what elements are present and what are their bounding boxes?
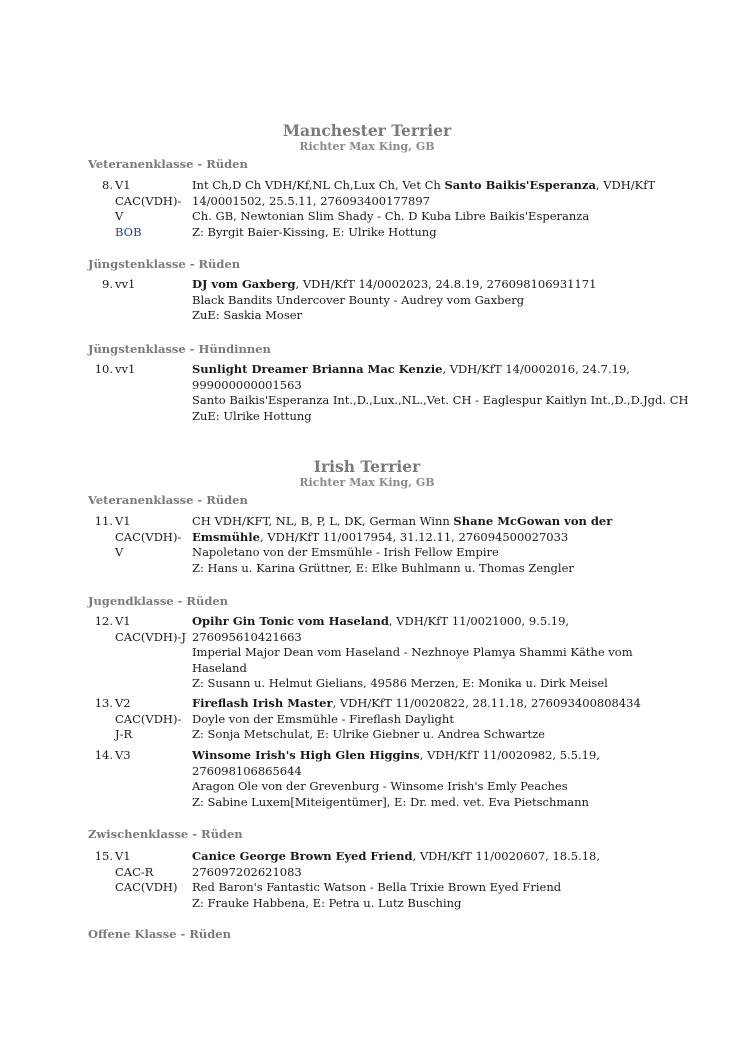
registration-line: 276098106865644: [192, 763, 302, 778]
grade-column: [115, 748, 189, 764]
registration-line: 276095610421663: [192, 629, 302, 644]
pedigree-line: Santo Baikis'Esperanza Int.,D.,Lux.,NL.,Vet. CH - Eaglespur Kaitlyn Int.,D.,D.Jgd. CH: [192, 393, 689, 407]
breeder-owner-line: Z: Frauke Habbena, E: Petra u. Lutz Busching: [192, 895, 462, 910]
registration-line: 276097202621083: [192, 864, 302, 879]
pedigree-line: Haseland: [192, 660, 247, 675]
pedigree-line: Ch. GB, Newtonian Slim Shady - Ch. D Kuba Libre Baikis'Esperanza: [192, 209, 590, 223]
entry-number: 13.: [94, 696, 113, 710]
entry-line: [192, 614, 662, 630]
registration: , VDH/KfT 14/0002016, 24.7.19,: [442, 362, 630, 376]
breeder-owner-line: ZuE: Saskia Moser: [192, 308, 303, 322]
entry-number: 15.: [94, 849, 113, 863]
entry-details: [192, 178, 662, 240]
grade-column: [115, 277, 189, 293]
breed-title: Irish Terrier: [313, 457, 421, 476]
class-heading: Zwischenklasse - Rüden: [88, 827, 243, 841]
pedigree-line: Imperial Major Dean vom Haseland - Nezhnoye Plamya Shammi Käthe vom: [192, 645, 633, 659]
entry-number: 14.: [94, 748, 113, 762]
entry-details: [192, 362, 689, 424]
entry-number: 9.: [102, 277, 113, 291]
judge-line: Richter Max King, GB: [299, 476, 435, 489]
entry-line: [192, 362, 662, 378]
grade: CAC(VDH)-: [115, 193, 182, 208]
entry-number: 11.: [94, 514, 113, 528]
breed-heading-manchester: [0, 122, 734, 154]
titles: CH VDH/KFT, NL, B, P, L, DK, German Winn: [192, 514, 454, 528]
grade: CAC(VDH)-J: [115, 629, 186, 644]
breeder-owner-line: Z: Sonja Metschulat, E: Ulrike Giebner u. Andrea Schwartze: [192, 727, 545, 741]
pedigree-line: Napoletano von der Emsmühle - Irish Fellow Empire: [192, 545, 499, 559]
breeder-owner-line: Z: Hans u. Karina Grüttner, E: Elke Buhlmann u. Thomas Zengler: [192, 560, 574, 575]
dog-name: Shane McGowan von der: [453, 514, 613, 528]
grade-column: [115, 849, 189, 896]
registration: , VDH/KfT 11/0020607, 18.5.18,: [412, 849, 601, 863]
pedigree-line: Doyle von der Emsmühle - Fireflash Daylight: [192, 711, 454, 726]
grade-column: [115, 514, 189, 561]
entry-details: [192, 614, 662, 692]
grade: V: [115, 209, 124, 223]
registration: , VDH/KfT 11/0017954, 31.12.11, 276094500027033: [259, 529, 569, 544]
breeder-owner-line: Z: Susann u. Helmut Gielians, 49586 Merzen, E: Monika u. Dirk Meisel: [192, 676, 608, 690]
entry-details: [192, 748, 662, 810]
grade: V1: [115, 178, 131, 192]
dog-name: Opihr Gin Tonic vom Haseland: [192, 614, 389, 628]
registration: , VDH/KfT 11/0020822, 28.11.18, 276093400808434: [332, 696, 641, 710]
registration: , VDH/KfT 14/0002023, 24.8.19, 276098106931171: [295, 277, 597, 291]
entry-details: [192, 277, 662, 324]
grade: V1: [115, 849, 131, 863]
grade: vv1: [115, 277, 136, 291]
entry-line: [192, 514, 662, 530]
grade: V: [115, 545, 124, 559]
grade-column: [115, 614, 189, 645]
titles: Int Ch,D Ch VDH/Kf,NL Ch,Lux Ch, Vet Ch: [192, 178, 445, 192]
registration: , VDH/KfT 11/0021000, 9.5.19,: [388, 614, 570, 628]
entry-line: [192, 530, 662, 546]
entry-details: [192, 696, 662, 743]
class-heading: Jüngstenklasse - Hündinnen: [88, 342, 271, 356]
dog-name: Santo Baikis'Esperanza: [444, 178, 596, 192]
grade: V1: [115, 614, 131, 628]
judge-line: Richter Max King, GB: [299, 140, 435, 153]
grade: vv1: [115, 362, 136, 376]
grade-column: [115, 178, 189, 240]
breed-title: Manchester Terrier: [282, 121, 452, 140]
entry-number: 10.: [94, 362, 113, 376]
registration-line: 14/0001502, 25.5.11, 276093400177897: [192, 193, 430, 208]
entry-number: 12.: [94, 614, 113, 628]
grade: V2: [115, 696, 131, 710]
dog-name: DJ vom Gaxberg: [192, 277, 296, 291]
dog-name: Fireflash Irish Master: [192, 696, 333, 710]
class-heading: Offene Klasse - Rüden: [88, 927, 231, 941]
dog-name: Emsmühle: [192, 529, 260, 544]
grade-column: [115, 362, 189, 378]
breeder-owner-line: Z: Byrgit Baier-Kissing, E: Ulrike Hottung: [192, 224, 437, 239]
class-heading: Veteranenklasse - Rüden: [88, 157, 248, 171]
entry-line: [192, 849, 662, 865]
class-heading: Veteranenklasse - Rüden: [88, 493, 248, 507]
entry-line: [192, 748, 662, 764]
dog-name: Sunlight Dreamer Brianna Mac Kenzie: [192, 362, 443, 376]
pedigree-line: Aragon Ole von der Grevenburg - Winsome Irish's Emly Peaches: [192, 779, 568, 793]
registration: , VDH/KfT 11/0020982, 5.5.19,: [419, 748, 600, 762]
entry-line: [192, 696, 662, 712]
breeder-owner-line: ZuE: Ulrike Hottung: [192, 408, 312, 423]
dog-name: Winsome Irish's High Glen Higgins: [192, 748, 420, 762]
pedigree-line: Black Bandits Undercover Bounty - Audrey vom Gaxberg: [192, 292, 525, 307]
breeder-owner-line: Z: Sabine Luxem[Miteigentümer], E: Dr. med. vet. Eva Pietschmann: [192, 794, 589, 809]
entry-number: 8.: [102, 178, 113, 192]
grade: CAC(VDH)-: [115, 711, 182, 726]
registration: , VDH/KfT: [595, 178, 656, 192]
entry-line: [192, 178, 662, 194]
grade: CAC-R: [115, 864, 154, 879]
grade: J-R: [115, 727, 133, 741]
entry-details: [192, 849, 662, 911]
entry-line: [192, 277, 662, 293]
breed-heading-irish: [0, 458, 734, 490]
grade: V1: [115, 514, 131, 528]
grade: CAC(VDH): [115, 880, 178, 894]
registration-line: 999000000001563: [192, 377, 302, 392]
class-heading: Jugendklasse - Rüden: [88, 594, 229, 608]
pedigree-line: Red Baron's Fantastic Watson - Bella Trixie Brown Eyed Friend: [192, 880, 562, 894]
entry-details: [192, 514, 662, 576]
grade: CAC(VDH)-: [115, 529, 182, 544]
grade-column: [115, 696, 189, 743]
bob-award: BOB: [115, 224, 142, 239]
dog-name: Canice George Brown Eyed Friend: [192, 849, 413, 863]
grade: V3: [115, 748, 131, 762]
class-heading: Jüngstenklasse - Rüden: [88, 257, 241, 271]
